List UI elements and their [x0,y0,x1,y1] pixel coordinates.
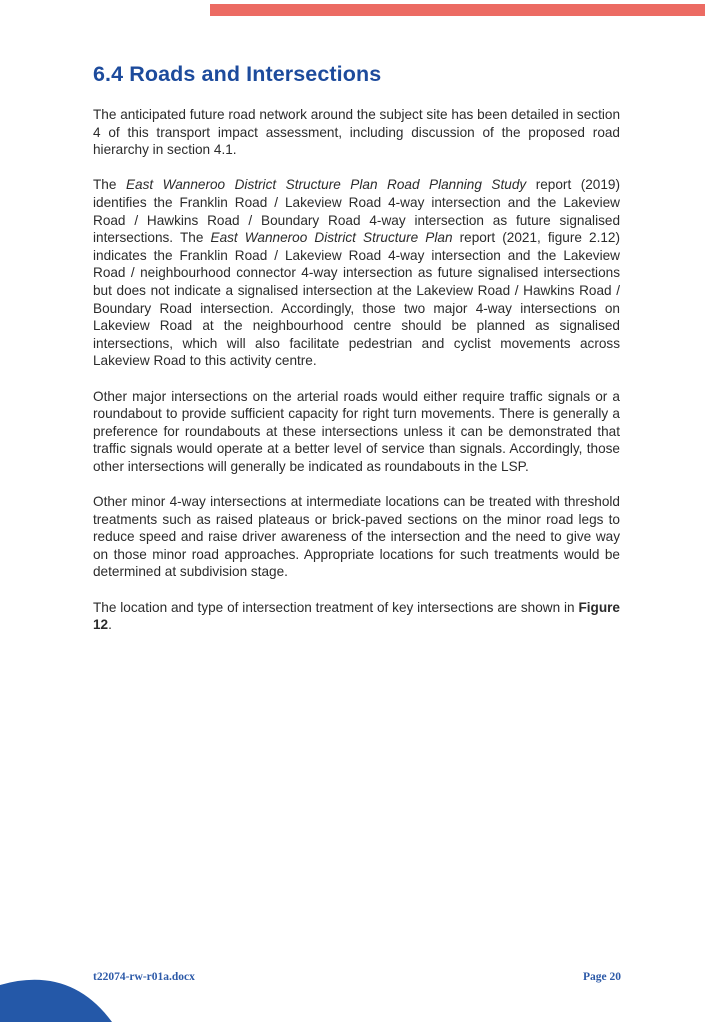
paragraph-1: The anticipated future road network around the subject site has been detailed in section 4 of this transport impact assessment, including discussion of the proposed road hierarchy in section 4.1. [93,107,620,158]
document-body [93,106,620,651]
paragraph-2-text-2: report (2019) identifies the Franklin Road / Lakeview Road 4-way intersection and the Lakeview Road / Hawkins Road / Boundary Road 4-way intersection as future signalised intersections. The [93,177,621,246]
footer-filename: t22074-rw-r01a.docx [93,971,195,983]
figure-reference: Figure 12 [93,599,620,633]
header-accent-bar [210,4,705,16]
paragraph-3: Other major intersections on the arterial roads would either require traffic signals or a roundabout to provide sufficient capacity for right turn movements. There is generally a preference for roundabouts at these intersections unless it can be demonstrated that traffic signals would operate at a better level of service than signals. Accordingly, those other intersections will generally be indicated as roundabouts in the LSP. [93,388,620,474]
paragraph-2-text-3: report (2021, figure 2.12) indicates the Franklin Road / Lakeview Road 4-way intersection and the Lakeview Road / neighbourhood connector 4-way intersection as future signalised intersections but does not indicate a signalised intersection at the Lakeview Road / Hawkins Road / Boundary Road intersection. Accordingly, those two major 4-way intersections on Lakeview Road at the neighbourhood centre should be planned as signalised intersections, which will also facilitate pedestrian and cyclist movements across Lakeview Road to this activity centre. [93,230,621,369]
paragraph-4: Other minor 4-way intersections at intermediate locations can be treated with threshold treatments such as raised plateaus or brick-paved sections on the minor road legs to reduce speed and raise driver awareness of the intersection and the need to give way on those minor road approaches. Appropriate locations for such treatments would be determined at subdivision stage. [93,494,620,580]
section-heading: 6.4 Roads and Intersections [93,62,382,86]
report-title-structure-plan: East Wanneroo District Structure Plan [210,230,453,246]
paragraph-2 [93,176,620,370]
report-title-road-planning-study: East Wanneroo District Structure Plan Road Planning Study [125,177,527,193]
paragraph-5-text-2: . [108,617,112,633]
paragraph-5 [93,599,620,634]
footer-page-number: Page 20 [583,971,622,983]
paragraph-2-text-1: The [93,177,126,193]
paragraph-5-text-1: The location and type of intersection treatment of key intersections are shown in [93,599,579,615]
